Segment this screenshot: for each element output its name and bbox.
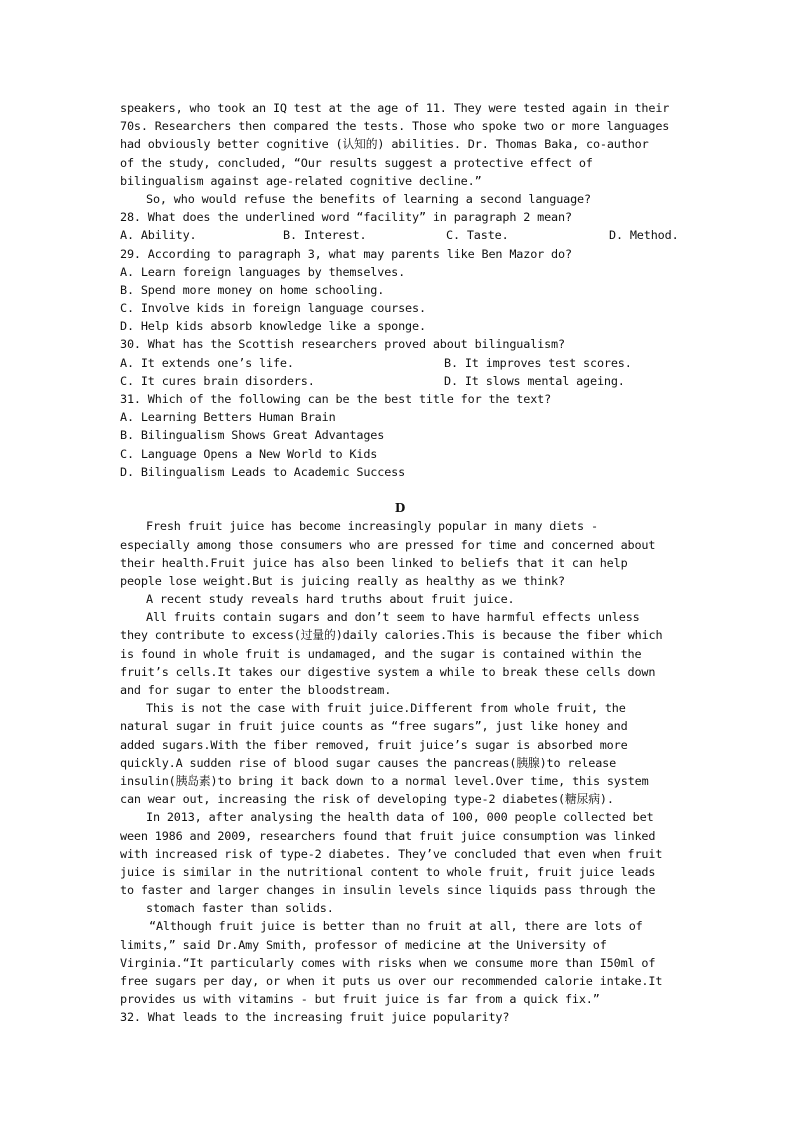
option-a: A. Learn foreign languages by themselves.	[120, 264, 406, 279]
options-row	[120, 354, 680, 372]
text-line: fruit’s cells.It takes our digestive system a while to break these cells down	[120, 664, 656, 679]
option-d: D. Bilingualism Leads to Academic Success	[120, 464, 406, 479]
option-a: A. Ability.	[120, 228, 197, 243]
option-b: B. Spend more money on home schooling.	[120, 282, 385, 297]
passage-d	[120, 517, 680, 1026]
text-line: of the study, concluded, “Our results suggest a protective effect of	[120, 155, 593, 170]
option-d: D. It slows mental ageing.	[444, 373, 625, 388]
option-a: A. Learning Betters Human Brain	[120, 410, 336, 425]
text-line: limits,” said Dr.Amy Smith, professor of medicine at the University of	[120, 937, 607, 952]
option-b: B. Bilingualism Shows Great Advantages	[120, 428, 385, 443]
text-line: people lose weight.But is juicing really as healthy as we think?	[120, 573, 565, 588]
text-line: provides us with vitamins - but fruit juice is far from a quick fix.”	[120, 992, 600, 1007]
text-line: “Although fruit juice is better than no fruit at all, there are lots of	[149, 919, 643, 934]
question-stem: 28. What does the underlined word “facility” in paragraph 2 mean?	[120, 210, 572, 225]
text-line: and for sugar to enter the bloodstream.	[120, 683, 392, 697]
text-line: free sugars per day, or when it puts us over our recommended calorie intake.It	[120, 974, 663, 988]
question-stem: 30. What has the Scottish researchers proved about bilingualism?	[120, 337, 565, 352]
passage-c-tail	[120, 99, 680, 208]
text-line: speakers, who took an IQ test at the age of 11. They were tested again in their	[120, 101, 670, 115]
option-a: A. It extends one’s life.	[120, 355, 294, 370]
text-line: So, who would refuse the benefits of learning a second language?	[146, 191, 591, 206]
text-line: quickly.A sudden rise of blood sugar causes the pancreas(胰腺)to release	[120, 755, 617, 770]
option-b: B. It improves test scores.	[444, 355, 632, 370]
question-31	[120, 390, 680, 481]
question-28	[120, 208, 680, 244]
text-line: they contribute to excess(过量的)daily calories.This is because the fiber which	[120, 628, 663, 643]
text-line: with increased risk of type-2 diabetes. They’ve concluded that even when fruit	[120, 846, 663, 861]
option-c: C. Taste.	[446, 228, 509, 243]
text-line: 70s. Researchers then compared the tests. Those who spoke two or more languages	[120, 119, 670, 134]
text-line: can wear out, increasing the risk of developing type-2 diabetes(糖尿病).	[120, 792, 614, 807]
text-line: Fresh fruit juice has become increasingly popular in many diets -	[146, 519, 598, 534]
text-line: especially among those consumers who are pressed for time and concerned about	[120, 537, 656, 552]
options-row	[120, 372, 680, 390]
text-line: had obviously better cognitive (认知的) abilities. Dr. Thomas Baka, co-author	[120, 137, 649, 152]
options-row	[120, 226, 680, 244]
document-page	[120, 99, 680, 1027]
question-30	[120, 335, 680, 390]
text-line: This is not the case with fruit juice.Different from whole fruit, the	[146, 701, 626, 716]
text-line: bilingualism against age-related cognitive decline.”	[120, 173, 482, 188]
text-line: Virginia.“It particularly comes with risks when we consume more than I50ml of	[120, 955, 656, 970]
text-line: In 2013, after analysing the health data of 100, 000 people collected bet	[146, 810, 654, 825]
question-stem: 29. According to paragraph 3, what may parents like Ben Mazor do?	[120, 246, 572, 261]
question-stem: 32. What leads to the increasing fruit juice popularity?	[120, 1010, 510, 1025]
option-b: B. Interest.	[283, 228, 367, 243]
text-line: their health.Fruit juice has also been linked to beliefs that it can help	[120, 555, 628, 570]
option-d: D. Method.	[609, 228, 679, 243]
text-line: A recent study reveals hard truths about fruit juice.	[146, 592, 515, 607]
answer-key	[120, 481, 680, 499]
option-c: C. Involve kids in foreign language courses.	[120, 301, 426, 316]
text-line: to faster and larger changes in insulin levels since liquids pass through the	[120, 883, 656, 898]
section-heading: D	[394, 501, 406, 516]
text-line: is found in whole fruit is undamaged, and the sugar is contained within the	[120, 646, 642, 661]
text-line: natural sugar in fruit juice counts as “free sugars”, just like honey and	[120, 719, 628, 734]
text-line: added sugars.With the fiber removed, fruit juice’s sugar is absorbed more	[120, 737, 628, 752]
text-line: insulin(胰岛素)to bring it back down to a normal level.Over time, this system	[120, 773, 649, 788]
text-line: stomach faster than solids.	[146, 901, 334, 916]
option-c: C. It cures brain disorders.	[120, 373, 315, 388]
text-line: juice is similar in the nutritional content to whole fruit, fruit juice leads	[120, 864, 656, 879]
question-29	[120, 245, 680, 336]
question-stem: 31. Which of the following can be the best title for the text?	[120, 392, 552, 406]
text-line: All fruits contain sugars and don’t seem to have harmful effects unless	[146, 610, 640, 625]
text-line: ween 1986 and 2009, researchers found that fruit juice consumption was linked	[120, 828, 656, 843]
option-d: D. Help kids absorb knowledge like a sponge.	[120, 319, 426, 334]
option-c: C. Language Opens a New World to Kids	[120, 446, 378, 461]
